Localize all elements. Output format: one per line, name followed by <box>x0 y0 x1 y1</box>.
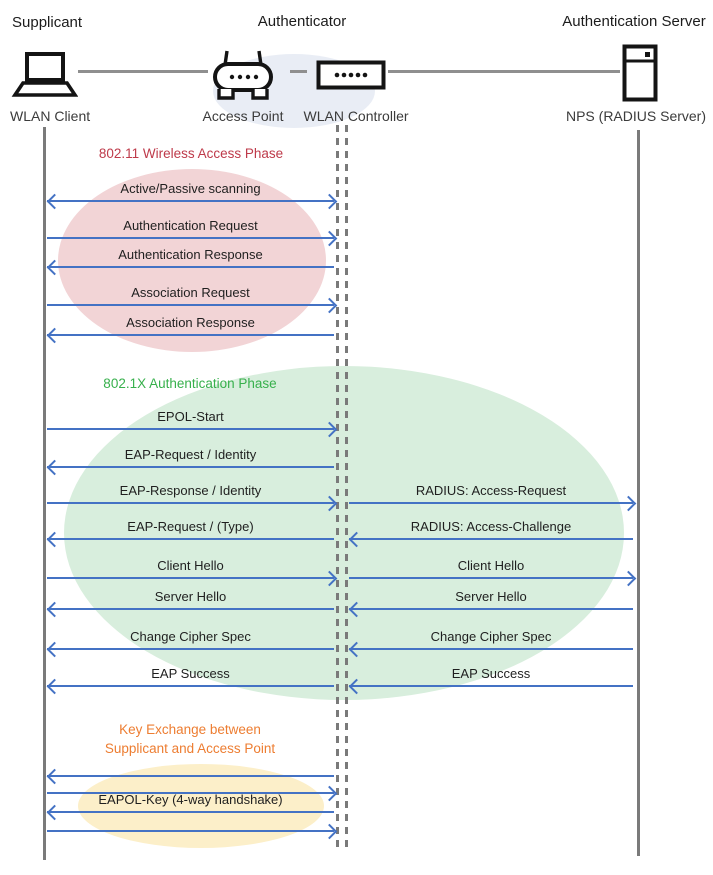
message-label: EAPOL-Key (4-way handshake) <box>98 792 283 807</box>
message-label: EAP-Response / Identity <box>119 483 262 498</box>
node-wlan-controller: WLAN Controller <box>303 108 409 124</box>
server-icon <box>622 44 658 102</box>
arrowhead-right-icon <box>321 194 337 210</box>
lifeline-authenticator-right <box>345 125 348 853</box>
arrowhead-left-icon <box>46 769 62 785</box>
arrowhead-left-icon <box>46 642 62 658</box>
message-arrow <box>47 830 334 832</box>
role-supplicant: Supplicant <box>12 14 83 31</box>
message-label: Association Response <box>126 315 255 330</box>
message-arrow <box>47 334 334 336</box>
message-label: EAP Success <box>151 666 230 681</box>
arrowhead-right-icon <box>620 571 636 587</box>
message-arrow <box>349 685 633 687</box>
lifeline-authenticator-left <box>336 125 339 853</box>
message-label: Server Hello <box>455 589 527 604</box>
message-arrow <box>47 648 334 650</box>
message-label: Authentication Request <box>123 218 258 233</box>
message-arrow <box>47 304 334 306</box>
arrowhead-right-icon <box>321 824 337 840</box>
wlan-controller-icon <box>316 60 386 90</box>
message-label: Client Hello <box>157 558 224 573</box>
arrowhead-right-icon <box>321 298 337 314</box>
message-arrow <box>47 608 334 610</box>
node-nps-radius-server: NPS (RADIUS Server) <box>565 108 707 124</box>
message-arrow <box>47 428 334 430</box>
node-wlan-client: WLAN Client <box>10 108 91 124</box>
message-label: Change Cipher Spec <box>130 629 251 644</box>
message-arrow <box>47 237 334 239</box>
message-label: Client Hello <box>457 558 525 573</box>
arrowhead-left-icon <box>46 328 62 344</box>
message-arrow <box>349 577 633 579</box>
message-arrow <box>47 538 334 540</box>
message-arrow <box>349 648 633 650</box>
role-authentication-server: Authentication Server <box>562 13 706 30</box>
message-label: EAP Success <box>451 666 531 681</box>
message-arrow <box>349 538 633 540</box>
message-arrow <box>47 577 334 579</box>
message-arrow <box>349 502 633 504</box>
message-label: EAP-Request / (Type) <box>127 519 254 534</box>
message-label: Authentication Response <box>118 247 263 262</box>
message-arrow <box>47 502 334 504</box>
arrowhead-left-icon <box>46 805 62 821</box>
arrowhead-left-icon <box>46 194 62 210</box>
access-point-icon <box>210 48 276 104</box>
phase3-title <box>105 720 275 758</box>
lifeline-wlan-client <box>43 127 46 860</box>
message-label: Active/Passive scanning <box>120 181 261 196</box>
message-arrow <box>47 266 334 268</box>
connector-ap-to-wlc <box>290 70 307 73</box>
message-arrow <box>47 811 334 813</box>
arrowhead-left-icon <box>46 532 62 548</box>
message-arrow <box>47 200 334 202</box>
arrowhead-right-icon <box>321 786 337 802</box>
message-label: RADIUS: Access-Challenge <box>410 519 572 534</box>
message-label: Association Request <box>131 285 250 300</box>
phase3-title-line2: Supplicant and Access Point <box>104 741 276 756</box>
message-label: EAP-Request / Identity <box>124 447 257 462</box>
message-arrow <box>47 775 334 777</box>
arrowhead-left-icon <box>46 460 62 476</box>
laptop-icon <box>10 51 78 100</box>
message-label: EPOL-Start <box>157 409 224 424</box>
arrowhead-left-icon <box>46 602 62 618</box>
role-authenticator: Authenticator <box>257 13 347 30</box>
connector-wlc-to-server <box>388 70 620 73</box>
arrowhead-right-icon <box>620 496 636 512</box>
arrowhead-left-icon <box>46 679 62 695</box>
message-arrow <box>47 466 334 468</box>
message-arrow <box>349 608 633 610</box>
phase3-title-line1: Key Exchange between <box>119 722 261 737</box>
lifeline-nps-server <box>637 130 640 856</box>
message-label: Server Hello <box>154 589 227 604</box>
phase2-title: 802.1X Authentication Phase <box>103 376 277 391</box>
phase1-title: 802.11 Wireless Access Phase <box>98 146 284 161</box>
node-access-point: Access Point <box>202 108 284 124</box>
connector-client-to-ap <box>78 70 208 73</box>
message-arrow <box>47 685 334 687</box>
message-label: Change Cipher Spec <box>430 629 552 644</box>
message-label: RADIUS: Access-Request <box>415 483 567 498</box>
